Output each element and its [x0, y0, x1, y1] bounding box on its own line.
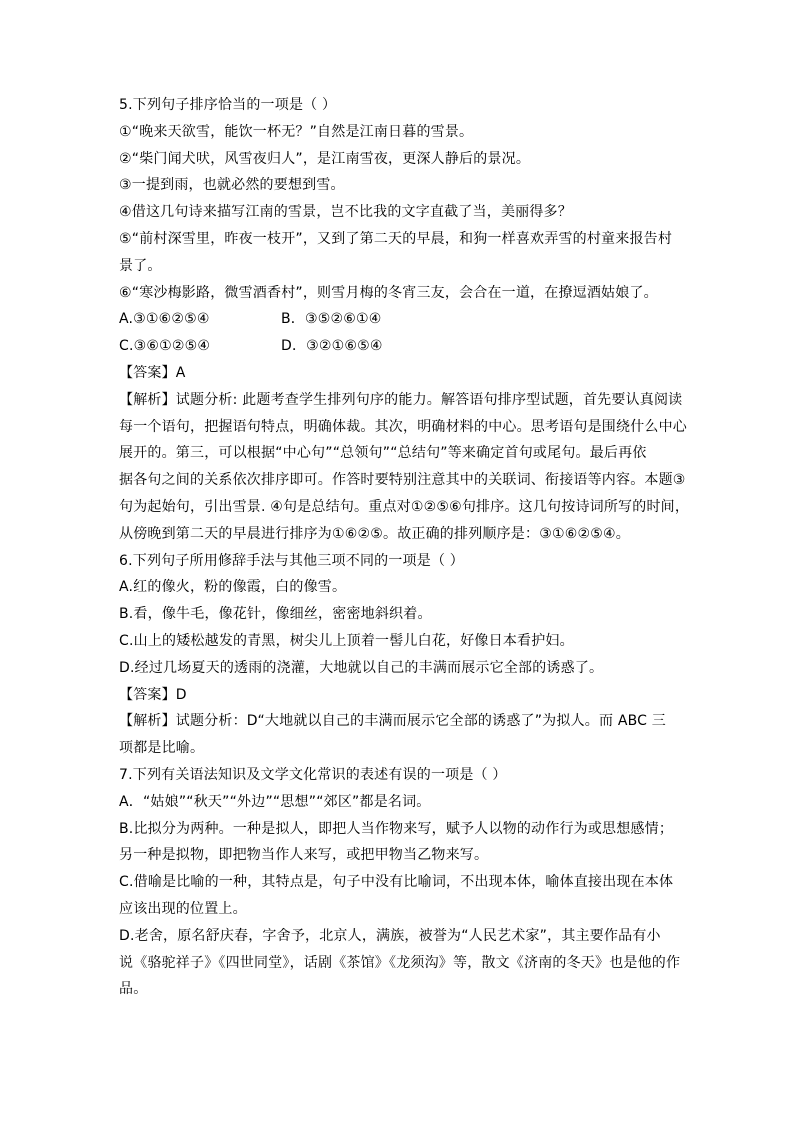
q5-answer: 【答案】A — [119, 364, 186, 381]
document-body — [119, 92, 690, 1003]
q7-option-c-line-2: 应该出现的位置上。 — [119, 900, 247, 917]
q6-stem: 6.下列句子所用修辞手法与其他三项不同的一项是（ ） — [119, 552, 465, 569]
q5-option-a: A.③①⑥②⑤④ — [119, 311, 210, 328]
q5-option-d: D．③②①⑥⑤④ — [281, 338, 383, 355]
q7-option-c-line-1: C.借喻是比喻的一种，其特点是，句子中没有比喻词，不出现本体，喻体直接出现在本体 — [119, 874, 674, 891]
q5-option-b: B．③⑤②⑥①④ — [281, 311, 382, 328]
q7-option-b-line-2: 另一种是拟物，即把物当作人来写，或把甲物当乙物来写。 — [119, 847, 489, 864]
q5-analysis-line-6: 从傍晚到第二天的早晨进行排序为①⑥②⑤。故正确的排列顺序是：③①⑥②⑤④。 — [119, 525, 630, 542]
q5-sentence-2: ②“柴门闻犬吠，风雪夜归人”，是江南雪夜，更深人静后的景况。 — [119, 150, 531, 167]
q5-stem: 5.下列句子排序恰当的一项是（ ） — [119, 97, 337, 113]
q5-options-row-1 — [119, 306, 679, 333]
q5-option-c: C.③⑥①②⑤④ — [119, 338, 211, 355]
q5-sentence-1: ①“晚来天欲雪，能饮一杯无？”自然是江南日暮的雪景。 — [119, 123, 474, 140]
q5-options-row-2 — [119, 333, 679, 360]
q6-option-a: A.红的像火，粉的像霞，白的像雪。 — [119, 579, 347, 596]
q5-analysis-line-1: 【解析】试题分析: 此题考查学生排列句序的能力。解答语句排序型试题，首先要认真阅读 — [119, 391, 683, 408]
q7-option-d-line-3: 品。 — [119, 981, 148, 998]
q6-option-d: D.经过几场夏天的透雨的浇灌，大地就以自己的丰满而展示它全部的诱惑了。 — [119, 659, 604, 676]
q6-analysis-line-2: 项都是比喻。 — [119, 740, 205, 757]
q5-sentence-6: ⑥“寒沙梅影路，微雪酒香村”，则雪月梅的冬宵三友，会合在一道，在撩逗酒姑娘了。 — [119, 284, 658, 301]
q5-sentence-3: ③一提到雨，也就必然的要想到雪。 — [119, 177, 345, 194]
q6-option-b: B.看，像牛毛，像花针，像细丝，密密地斜织着。 — [119, 606, 432, 623]
q5-sentence-4: ④借这几句诗来描写江南的雪景，岂不比我的文字直截了当，美丽得多？ — [119, 204, 572, 221]
q5-analysis-line-3: 展开的。第三，可以根据“中心句”“总领句”“总结句”等来确定首句或尾句。最后再依 — [119, 445, 647, 462]
q5-sentence-5-line-1: ⑤“前村深雪里，昨夜一枝开”，又到了第二天的早晨，和狗一样喜欢弄雪的村童来报告村 — [119, 230, 673, 247]
q7-option-d-line-1: D.老舍，原名舒庆春，字舍予，北京人，满族，被誉为“人民艺术家”，其主要作品有小 — [119, 927, 661, 944]
q5-analysis-line-2: 每一个语句，把握语句特点，明确体裁。其次，明确材料的中心。思考语句是围绕什么中心 — [119, 418, 687, 435]
q5-sentence-5-line-2: 景了。 — [119, 257, 162, 274]
q6-analysis-line-1: 【解析】试题分析：D“大地就以自己的丰满而展示它全部的诱惑了”为拟人。而 ABC 三 — [119, 713, 666, 730]
q7-option-a: A．“姑娘”“秋天”“外边”“思想”“郊区”都是名词。 — [119, 793, 431, 810]
q7-stem: 7.下列有关语法知识及文学文化常识的表述有误的一项是（ ） — [119, 766, 507, 783]
q5-analysis-line-5: 句为起始句，引出雪景. ④句是总结句。重点对①②⑤⑥句排序。这几句按诗词所写的时间， — [119, 498, 690, 515]
q5-analysis-line-4: 据各句之间的关系依次排序即可。作答时要特别注意其中的关联词、衔接语等内容。本题③ — [119, 472, 686, 489]
q6-answer: 【答案】D — [119, 686, 187, 703]
q6-option-c: C.山上的矮松越发的青黑，树尖儿上顶着一髻儿白花，好像日本看护妇。 — [119, 632, 574, 649]
q7-option-b-line-1: B.比拟分为两种。一种是拟人，即把人当作物来写，赋予人以物的动作行为或思想感情； — [119, 820, 674, 837]
q7-option-d-line-2: 说《骆驼祥子》《四世同堂》，话剧《茶馆》《龙须沟》等，散文《济南的冬天》也是他的作 — [119, 954, 681, 971]
